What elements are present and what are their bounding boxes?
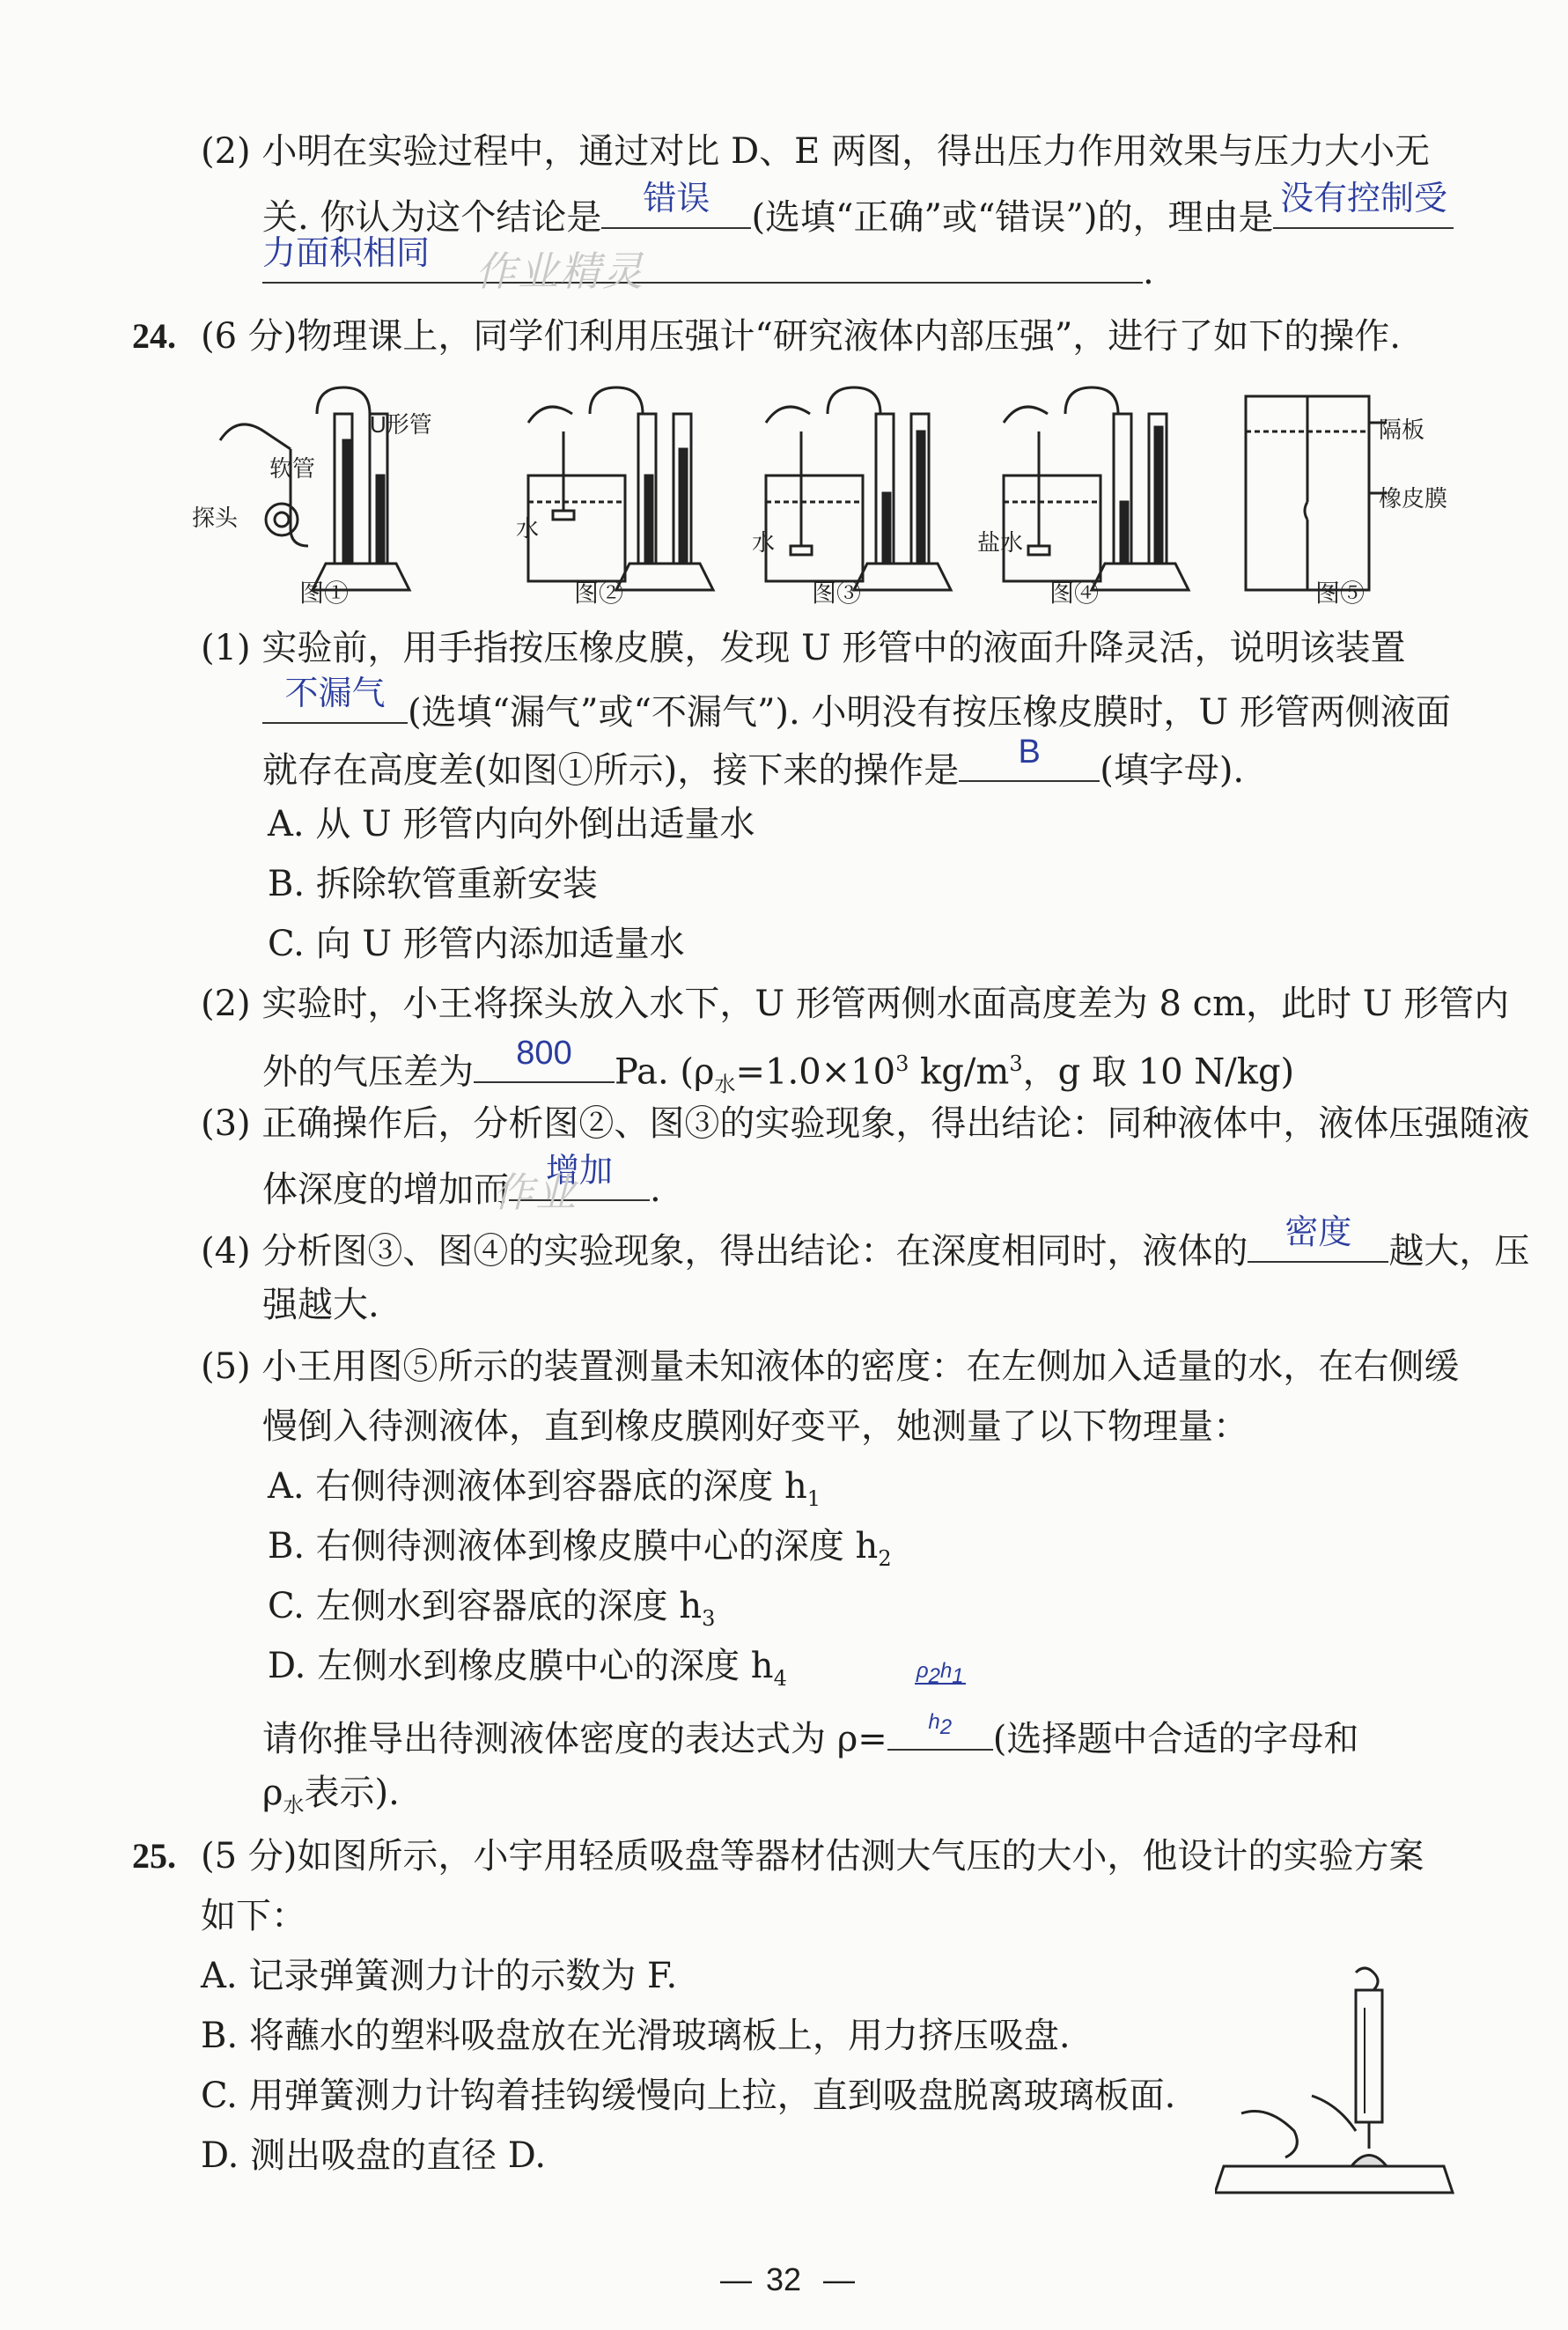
answer-blank-operation[interactable] — [959, 734, 1100, 782]
q24-1-option-a: A. 从 U 形管内向外倒出适量水 — [268, 804, 755, 844]
q25-option-d: D. 测出吸盘的直径 D. — [201, 2135, 547, 2176]
q24-3-line2-a: 体深度的增加而 — [262, 1169, 509, 1210]
answer-blank-pressure-diff[interactable] — [474, 1035, 615, 1083]
q24-5-option-c — [268, 1583, 715, 1641]
q24-5-option-d — [268, 1643, 787, 1701]
answer-blank-conclusion[interactable] — [601, 181, 751, 229]
q25-option-b: B. 将蘸水的塑料吸盘放在光滑玻璃板上，用力挤压吸盘. — [201, 2016, 1071, 2056]
q24-stem: (6 分)物理课上，同学们利用压强计“研究液体内部压强”，进行了如下的操作. — [201, 316, 1401, 357]
q25-stem-line2: 如下： — [201, 1896, 306, 1936]
formula-denominator — [928, 1710, 953, 1739]
q25-option-a: A. 记录弹簧测力计的示数为 F. — [201, 1956, 678, 1996]
q24-4-line1 — [201, 1214, 1530, 1274]
figure-3-label: 图③ — [812, 579, 862, 607]
q24-4-line1-b: 越大，压 — [1388, 1231, 1530, 1272]
q24-5-line1: (5) 小王用图⑤所示的装置测量未知液体的密度：在左侧加入适量的水，在右侧缓 — [201, 1346, 1460, 1387]
q24-3-line1: (3) 正确操作后，分析图②、图③的实验现象，得出结论：同种液体中，液体压强随液 — [201, 1103, 1530, 1144]
figure-4-label: 图④ — [1049, 579, 1100, 607]
q25-option-c: C. 用弹簧测力计钩着挂钩缓慢向上拉，直到吸盘脱离玻璃板面. — [201, 2076, 1176, 2116]
watermark-logo-2: 作业 — [493, 1169, 578, 1215]
q24-2-sub-water: 水 — [714, 1072, 736, 1097]
formula-den-h: h — [928, 1710, 940, 1735]
q24-1-line3-b: (填字母). — [1100, 750, 1245, 791]
q24-5-option-d-text: D. 左侧水到橡皮膜中心的深度 h — [268, 1646, 774, 1686]
answer-trend: 增加 — [545, 1153, 613, 1190]
page-number: 32 — [766, 2261, 802, 2297]
formula-den-h-sub: 2 — [939, 1715, 953, 1739]
label-salt-water: 盐水 — [977, 529, 1024, 556]
answer-factor: 密度 — [1285, 1214, 1352, 1251]
figure-5-label: 图⑤ — [1315, 579, 1366, 607]
q24-5-final-b: (选择题中合适的字母和 — [992, 1719, 1359, 1759]
answer-blank-leak[interactable] — [262, 675, 408, 724]
q24-1-option-c: C. 向 U 形管内添加适量水 — [268, 924, 685, 964]
label-u-tube: U形管 — [370, 411, 432, 438]
label-water-fig3: 水 — [752, 529, 776, 556]
answer-blank-factor[interactable] — [1248, 1214, 1388, 1263]
figure-1-label: 图① — [299, 579, 350, 607]
q23-2-line2-a: 关. 你认为这个结论是 — [262, 197, 602, 238]
q24-5-option-a-sub: 1 — [806, 1486, 821, 1511]
q24-2-line1: (2) 实验时，小王将探头放入水下，U 形管两侧水面高度差为 8 cm，此时 U 形管内 — [201, 984, 1510, 1024]
q24-5-option-b-text: B. 右侧待测液体到橡皮膜中心的深度 h — [268, 1526, 879, 1567]
q23-2-line3 — [262, 235, 1154, 295]
answer-operation: B — [1018, 734, 1041, 771]
answer-blank-density-formula[interactable] — [887, 1659, 993, 1751]
q24-5-option-a — [268, 1464, 821, 1522]
watermark-logo: 作业精灵 — [475, 248, 644, 294]
answer-blank-reason-part1[interactable] — [1273, 181, 1454, 229]
figure-2-drawing — [528, 387, 713, 590]
q24-5-last-rho: ρ — [262, 1773, 283, 1813]
q24-5-line2: 慢倒入待测液体，直到橡皮膜刚好变平，她测量了以下物理量： — [262, 1406, 1248, 1447]
q24-5-option-b-sub: 2 — [878, 1546, 892, 1571]
q25-number: 25. — [132, 1836, 176, 1876]
q24-2-line2-a: 外的气压差为 — [262, 1051, 474, 1093]
formula-num-rho-sub: 2 — [928, 1664, 940, 1689]
q24-5-option-d-sub: 4 — [773, 1666, 787, 1691]
q23-2-end: . — [1143, 252, 1154, 292]
label-partition: 隔板 — [1379, 417, 1425, 443]
formula-num-h-sub: 1 — [952, 1664, 964, 1689]
figure-5-drawing — [1246, 396, 1387, 590]
page-dash-left: — — [720, 2261, 752, 2297]
q24-4-line1-a: (4) 分析图③、图④的实验现象，得出结论：在深度相同时，液体的 — [201, 1231, 1248, 1272]
q24-1-line3 — [262, 734, 1245, 793]
label-hose: 软管 — [269, 455, 316, 482]
q24-5-option-a-text: A. 右侧待测液体到容器底的深度 h — [268, 1466, 807, 1507]
suction-cup-apparatus-figure — [1215, 1955, 1461, 2201]
q24-2-line2 — [262, 1035, 1295, 1107]
q23-2-line2-b: (选填“正确”或“错误”)的，理由是 — [751, 197, 1274, 238]
figure-4-drawing — [1004, 387, 1189, 590]
q24-2-line2-c: =1.0×10 — [735, 1051, 896, 1093]
q24-5-last-b: 表示). — [304, 1773, 400, 1813]
q24-3-line2-b: . — [650, 1169, 661, 1210]
figure-3-drawing — [766, 387, 951, 590]
q24-1-option-b: B. 拆除软管重新安装 — [268, 864, 598, 904]
q24-3-line2 — [262, 1153, 661, 1213]
q24-5-final-a: 请你推导出待测液体密度的表达式为 ρ= — [262, 1719, 887, 1759]
q24-2-line2-b: Pa. (ρ — [615, 1051, 715, 1093]
q24-number: 24. — [132, 316, 176, 356]
q24-2-sup2: 3 — [1009, 1051, 1023, 1076]
q24-5-last-line — [262, 1770, 400, 1828]
q24-1-line2 — [262, 675, 1451, 735]
q24-5-option-c-sub: 3 — [702, 1606, 716, 1631]
formula-num-rho: ρ — [916, 1659, 929, 1684]
page-dash-right: — — [823, 2261, 855, 2297]
q24-1-line3-a: 就存在高度差(如图①所示)，接下来的操作是 — [262, 750, 960, 791]
q24-2-line2-e: ，g 取 10 N/kg) — [1022, 1051, 1295, 1093]
q24-5-option-c-text: C. 左侧水到容器底的深度 h — [268, 1586, 703, 1626]
formula-num-h: h — [939, 1659, 953, 1684]
answer-pressure-diff: 800 — [516, 1035, 572, 1073]
q24-5-option-b — [268, 1523, 892, 1582]
figure-2-label: 图② — [574, 579, 624, 607]
answer-conclusion: 错误 — [643, 181, 710, 218]
formula-numerator — [915, 1659, 966, 1689]
q24-2-line2-d: kg/m — [909, 1051, 1010, 1093]
q24-1-line2-text: (选填“漏气”或“不漏气”). 小明没有按压橡皮膜时，U 形管两侧液面 — [408, 692, 1451, 733]
answer-density-formula — [887, 1648, 993, 1751]
answer-blank-reason-part2[interactable] — [262, 235, 1143, 284]
q23-2-line1: (2) 小明在实验过程中，通过对比 D、E 两图，得出压力作用效果与压力大小无 — [201, 131, 1431, 172]
q25-stem-line1: (5 分)如图所示，小宇用轻质吸盘等器材估测大气压的大小，他设计的实验方案 — [201, 1836, 1424, 1877]
q24-5-last-sub: 水 — [283, 1793, 305, 1818]
label-water-fig2: 水 — [516, 515, 540, 542]
answer-leak: 不漏气 — [284, 675, 386, 712]
label-membrane: 橡皮膜 — [1379, 485, 1448, 512]
q24-2-sup: 3 — [895, 1051, 909, 1076]
q24-1-line1: (1) 实验前，用手指按压橡皮膜，发现 U 形管中的液面升降灵活，说明该装置 — [201, 628, 1406, 668]
answer-reason-part2: 力面积相同 — [262, 235, 431, 272]
q24-4-line2: 强越大. — [262, 1285, 379, 1325]
label-probe: 探头 — [192, 505, 239, 531]
answer-reason-part1: 没有控制受 — [1279, 181, 1447, 218]
